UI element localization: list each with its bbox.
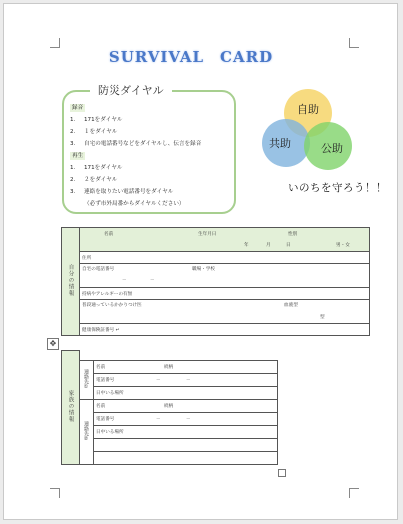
disaster-dial-heading: 防災ダイヤル	[90, 82, 172, 98]
disaster-dial-box[interactable]	[62, 84, 236, 214]
contact-1-label: 連絡先①	[80, 361, 94, 400]
margin-corner-top-left	[50, 38, 60, 48]
table-move-handle[interactable]: ✥	[47, 338, 59, 350]
home-phone-row[interactable]: 自宅の電話番号 職場・学校 － －	[80, 264, 370, 288]
contact-2-blank-row-2[interactable]	[94, 452, 278, 465]
contact-2-blank-row-1[interactable]	[94, 439, 278, 452]
family-info-side-label: 家族の情報	[62, 351, 80, 465]
doctor-blood-row[interactable]: 普段通っているかかりつけ医 血液型 型	[80, 300, 370, 324]
contact-1-phone-row[interactable]: 電話番号 － －	[94, 374, 278, 387]
venn-label-public: 公助	[321, 142, 343, 155]
margin-corner-bottom-right	[349, 488, 359, 498]
margin-corner-bottom-left	[50, 488, 60, 498]
contact-1-name-row[interactable]: 名前 続柄	[94, 361, 278, 374]
playback-step-2: 2. ２をダイヤル	[70, 177, 118, 183]
venn-label-mutual: 共助	[269, 137, 291, 150]
margin-corner-top-right	[349, 38, 359, 48]
playback-tag: 再生	[72, 153, 84, 159]
record-step-2: 2. １をダイヤル	[70, 129, 118, 135]
record-section	[70, 102, 236, 150]
record-tag: 録音	[72, 105, 84, 111]
contact-2-name-row[interactable]: 名前 続柄	[94, 400, 278, 413]
table-resize-handle[interactable]	[278, 469, 286, 477]
record-step-1: 1. 171をダイヤル	[70, 117, 123, 123]
playback-note: （必ず市外局番からダイヤルください）	[84, 201, 185, 207]
disaster-dial-content	[70, 102, 236, 210]
self-info-side-label: 自分の情報	[62, 228, 80, 336]
self-mutual-public-help-venn[interactable]	[258, 86, 358, 172]
record-step-3: 3. 自宅の電話番号などをダイヤルし、伝言を録音	[70, 141, 202, 147]
self-name-row[interactable]: 名前 生年月日 性別 年 月 日 男・女	[80, 228, 370, 252]
playback-section	[70, 150, 236, 210]
self-info-table[interactable]	[61, 227, 370, 336]
motto-text: いのちを守ろう！！	[288, 182, 387, 194]
venn-label-self: 自助	[297, 103, 319, 116]
insurance-row[interactable]: 健康保険証番号 ↵	[80, 324, 370, 336]
family-info-table[interactable]	[61, 350, 278, 465]
playback-step-1: 1. 171をダイヤル	[70, 165, 123, 171]
contact-1-location-row[interactable]: 日中いる場所	[94, 387, 278, 400]
contact-2-label: 連絡先②	[80, 400, 94, 465]
contact-2-phone-row[interactable]: 電話番号 － －	[94, 413, 278, 426]
address-row[interactable]: 住所	[80, 252, 370, 264]
contact-2-location-row[interactable]: 日中いる場所	[94, 426, 278, 439]
allergy-row[interactable]: 持病やアレルギーの有無	[80, 288, 370, 300]
playback-step-3: 3. 連絡を取りたい電話番号をダイヤル	[70, 189, 174, 195]
card-title[interactable]: SURVIVAL CARD	[108, 48, 274, 66]
